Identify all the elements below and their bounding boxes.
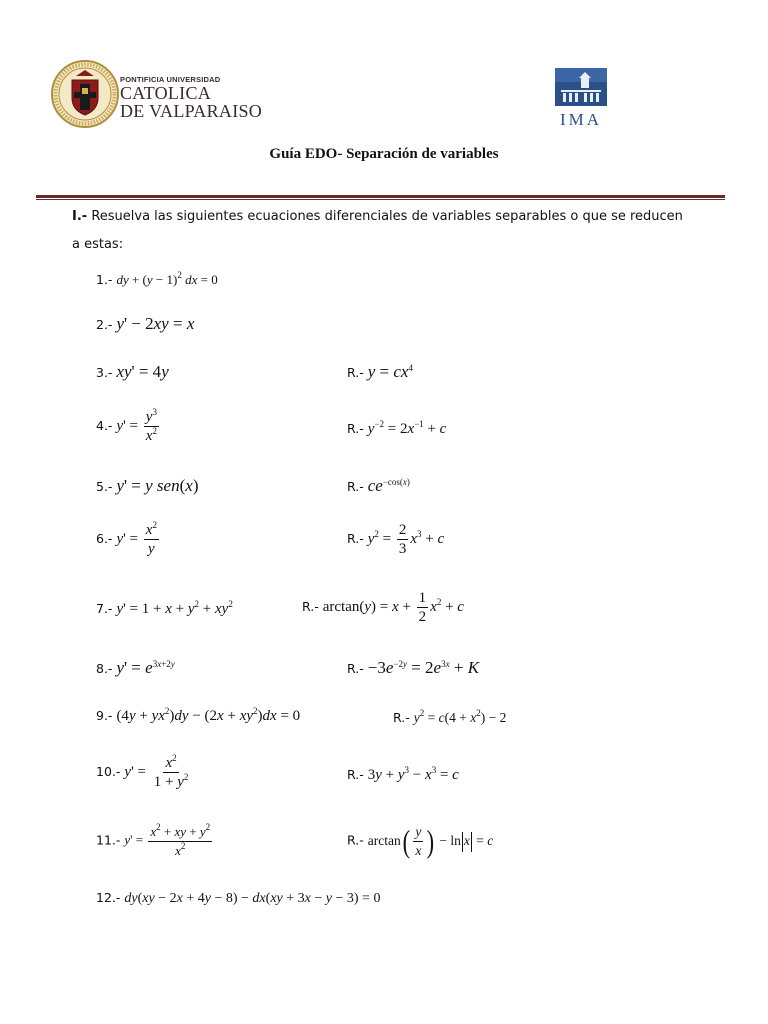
equation: dy + $(y - 1)^2$ dx = 0 [116, 270, 218, 287]
divider [36, 199, 725, 200]
answer: $-3e^{-2y} = 2e^{3x} + K$ [367, 658, 480, 677]
exercise-3 [96, 362, 169, 382]
instruction-text: Resuelva las siguientes ecuaciones diferenciales de variables separables o que se reducen a estas: [72, 209, 683, 252]
exercise-number: 6.- [96, 530, 113, 546]
divider [36, 195, 725, 198]
exercise-8 [96, 658, 175, 678]
equation: xy' = 4y [116, 362, 169, 381]
exercise-6 [96, 521, 161, 558]
answer-label: R.- [347, 479, 364, 494]
answer-8 [347, 658, 479, 678]
exercise-number: 9.- [96, 708, 113, 723]
equation: y' = $\frac{y^3}{x^2}$ [116, 407, 157, 444]
answer-9 [393, 709, 506, 727]
exercise-number: 12.- [96, 890, 121, 905]
answer-4 [347, 420, 446, 438]
exercise-number: 2.- [96, 317, 113, 332]
answer-3 [347, 362, 413, 382]
answer-6 [347, 521, 444, 558]
exercise-5 [96, 476, 199, 496]
answer: $y = cx^4$ [367, 362, 413, 381]
exercise-number: 3.- [96, 365, 113, 380]
exercise-4 [96, 408, 161, 445]
equation: y' = y sen(x) [116, 476, 199, 495]
answer-5 [347, 476, 410, 496]
exercise-number: 1.- [96, 272, 113, 287]
exercise-1 [96, 271, 218, 289]
exercise-12 [96, 889, 380, 907]
answer-label: R.- [347, 767, 364, 782]
answer: $y^2 = c(4 + x^2) - 2$ [413, 708, 507, 725]
equation: y' = $\frac{x^2 + xy + y^2}{x^2}$ [124, 822, 211, 858]
answer-label: R.- [347, 530, 364, 546]
exercise-number: 4.- [96, 417, 113, 433]
answer-label: R.- [347, 832, 364, 848]
exercise-number: 8.- [96, 661, 113, 676]
answer-7 [302, 589, 464, 626]
exercise-7 [96, 600, 233, 618]
answer-11 [347, 823, 493, 860]
equation: y' = $\frac{x^2}{1 + y^2}$ [124, 753, 189, 790]
equation: y' − 2xy = x [116, 314, 195, 333]
answer: $y^2$ = $\frac{2}{3}$ $x^3 + c$ [367, 522, 445, 557]
exercise-11 [96, 823, 214, 860]
equation: $y' = e^{3x+2y}$ [116, 658, 175, 677]
answer-label: R.- [347, 661, 364, 676]
page-title: Guía EDO- Separación de variables [269, 146, 499, 162]
instructions [72, 203, 692, 259]
section-label: I.- [72, 209, 88, 224]
exercise-9 [96, 707, 300, 725]
exercise-number: 5.- [96, 479, 113, 494]
university-name [120, 76, 262, 120]
answer-label: R.- [347, 365, 364, 380]
answer-label: R.- [347, 421, 364, 436]
equation-text-mirror [0, 1010, 1, 1011]
equation: $(4y + yx^2)dy - (2x + xy^2)dx = 0$ [116, 706, 301, 724]
exercise-number: 7.- [96, 601, 113, 616]
exercise-10 [96, 754, 192, 791]
institute-name: IMA [559, 110, 603, 129]
eq-text-1 [0, 1010, 1, 1011]
answer: $ce^{-cos(x)}$ [367, 476, 410, 495]
equation: dy(xy − 2x + 4y − 8) − dx(xy + 3x − y − 3) = 0 [124, 891, 381, 906]
answer-10 [347, 766, 459, 784]
pucv-seal-logo [50, 58, 120, 130]
equation: y' = $\frac{x^2}{y}$ [116, 520, 157, 557]
answer: $3y + y^3 - x^3 = c$ [367, 765, 459, 783]
answer: $y^{-2} = 2x^{-1} + c$ [367, 419, 447, 437]
exercise-number: 11.- [96, 832, 121, 848]
answer: arctan( $\frac{y}{x}$ ) − ln x = c [367, 822, 494, 859]
university-line1: PONTIFICIA UNIVERSIDAD [120, 75, 221, 84]
equation: $y' = 1 + x + y^2 + xy^2$ [116, 599, 233, 617]
exercise-number: 10.- [96, 763, 121, 779]
answer: arctan(y) = x + $\frac{1}{2}$ $x^2 + c$ [322, 590, 464, 625]
answer-label: R.- [393, 710, 410, 725]
university-line2: CATOLICA [120, 82, 212, 103]
answer-label: R.- [302, 598, 319, 614]
university-line3: DE VALPARAISO [120, 100, 263, 121]
exercise-2 [96, 314, 194, 334]
